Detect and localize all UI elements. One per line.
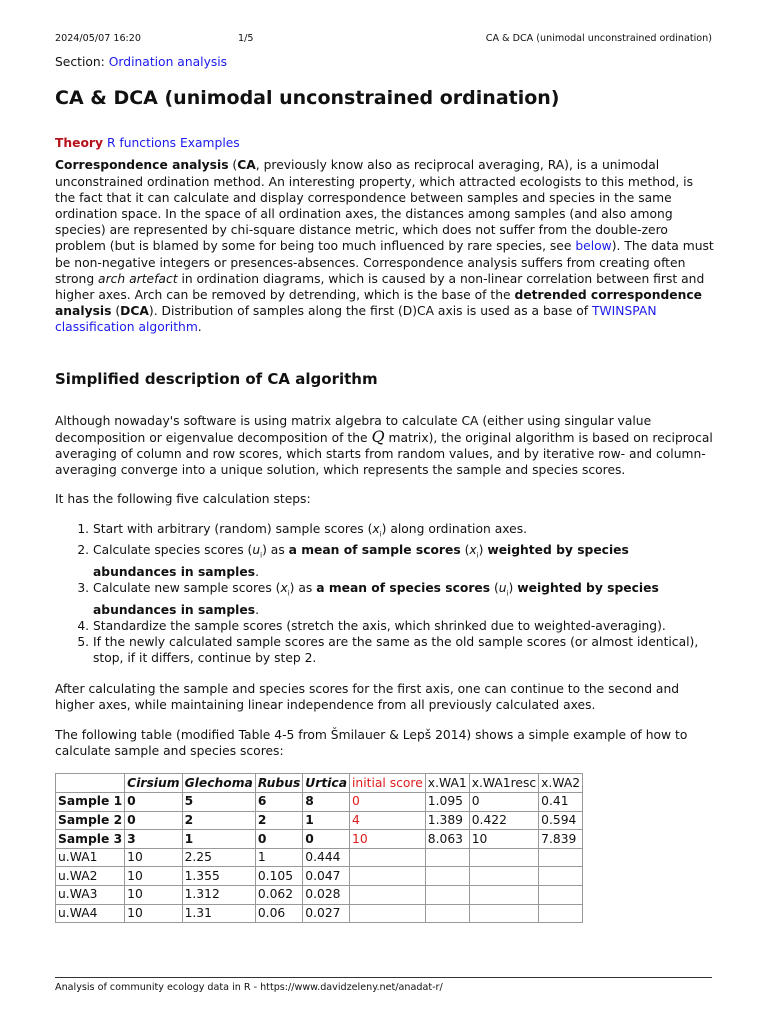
page-number: 1/5 <box>238 33 254 44</box>
text-segment: ). The data must be non-negative integers or presences-absences. Correspondence analysis suffers from creating often strong <box>55 239 714 286</box>
text-segment: u <box>498 581 507 596</box>
table-cell: 0.594 <box>539 811 583 830</box>
text-segment: If the newly calculated sample scores are the same as the old sample scores (or almost identical), stop, if it differs, continue by step 2. <box>93 635 699 666</box>
table-cell: 1.312 <box>182 886 255 905</box>
table-cell: 0.027 <box>303 904 350 923</box>
table-cell <box>539 848 583 867</box>
column-header: Cirsium <box>125 774 182 793</box>
text-segment: u <box>252 543 261 558</box>
table-cell: 0.06 <box>255 904 302 923</box>
step-item <box>93 521 715 543</box>
text-segment: The following table (modified Table 4-5 from Šmilauer & Lepš 2014) shows a simple example of how to calculate sample and species scores: <box>55 728 688 759</box>
row-header: Sample 3 <box>56 830 125 849</box>
table-cell: 0 <box>469 793 538 812</box>
text-segment: ) as <box>289 581 317 596</box>
text-segment: i <box>506 589 509 598</box>
text-segment: weighted by species abundances in samples <box>93 581 659 617</box>
page-title: CA & DCA (unimodal unconstrained ordination) <box>55 87 560 110</box>
text-segment: ( <box>490 581 499 596</box>
steps-intro <box>55 491 715 507</box>
table-cell: 1 <box>182 830 255 849</box>
print-footer: Analysis of community ecology data in R - https://www.davidzeleny.net/anadat-r/ <box>55 977 712 996</box>
text-segment: i <box>379 530 382 539</box>
row-header: u.WA3 <box>56 886 125 905</box>
table-row <box>56 830 583 849</box>
table-cell: 8.063 <box>425 830 469 849</box>
section-heading: Simplified description of CA algorithm <box>55 369 378 388</box>
text-segment: matrix), the original algorithm is based on reciprocal averaging of column and row scores, which starts from random values, and by iterative row- and column-averaging converge into a unique solution, which represents the sample and species scores. <box>55 430 713 478</box>
row-header: Sample 1 <box>56 793 125 812</box>
table-cell <box>469 886 538 905</box>
table-cell: 0.105 <box>255 867 302 886</box>
text-segment: x <box>372 521 380 536</box>
table-cell: 2 <box>255 811 302 830</box>
text-segment: ) along ordination axes. <box>381 521 528 536</box>
table-cell: 7.839 <box>539 830 583 849</box>
table-cell: 1.355 <box>182 867 255 886</box>
table-cell <box>350 848 426 867</box>
table-cell <box>425 867 469 886</box>
table-cell: 10 <box>125 904 182 923</box>
table-cell: 10 <box>350 830 426 849</box>
algorithm-paragraph <box>55 413 715 479</box>
document-title: CA & DCA (unimodal unconstrained ordination) <box>485 33 712 44</box>
table-cell: 2.25 <box>182 848 255 867</box>
step-item <box>93 580 715 618</box>
tab-theory[interactable]: Theory <box>55 136 104 151</box>
table-cell: 3 <box>125 830 182 849</box>
table-cell: 0.028 <box>303 886 350 905</box>
column-header <box>56 774 125 793</box>
table-cell: 1.095 <box>425 793 469 812</box>
breadcrumb <box>55 54 715 70</box>
table-cell <box>350 867 426 886</box>
table-intro-paragraph <box>55 727 715 759</box>
text-segment: detrended correspondence analysis <box>55 288 702 319</box>
text-segment: , previously know also as reciprocal averaging, RA), is a unimodal unconstrained ordination method. An interesting property, which attracted ecologists to this method, is the fact that it can calculate and display correspondence between samples and species in the same ordination space. In the space of all ordination axes, the distances among samples (and also among species) are represented by chi-square distance metric, which does not suffer from the double-zero problem (but is blamed by some for being too much influenced by rare species, see <box>55 158 693 254</box>
table-row <box>56 811 583 830</box>
table-cell <box>350 904 426 923</box>
text-segment: ) <box>508 581 518 596</box>
table-row <box>56 867 583 886</box>
text-segment: a mean of species scores <box>316 581 491 596</box>
table-row <box>56 904 583 923</box>
step-item <box>93 634 715 666</box>
table-cell <box>350 886 426 905</box>
table-cell: 1 <box>303 811 350 830</box>
table-cell <box>469 904 538 923</box>
table-cell <box>425 886 469 905</box>
column-header: initial score <box>350 774 426 793</box>
tabs <box>55 135 715 151</box>
table-cell <box>539 867 583 886</box>
table-cell: 1.389 <box>425 811 469 830</box>
row-header: Sample 2 <box>56 811 125 830</box>
table-cell: 0 <box>255 830 302 849</box>
steps-list <box>55 521 715 667</box>
text-segment: Calculate species scores ( <box>93 543 253 558</box>
table-cell: 1.31 <box>182 904 255 923</box>
table-cell <box>539 904 583 923</box>
step-item <box>93 542 715 580</box>
table-row <box>56 793 583 812</box>
text-segment: DCA <box>120 304 149 319</box>
step-item <box>93 618 715 634</box>
text-segment: ) as <box>262 543 289 558</box>
text-segment: ( <box>111 304 121 319</box>
column-header: x.WA1resc <box>469 774 538 793</box>
table-cell <box>425 904 469 923</box>
higher-axes-paragraph <box>55 681 715 713</box>
text-segment: . <box>197 320 202 335</box>
table-cell: 0 <box>125 793 182 812</box>
section-label: Section: <box>55 55 109 69</box>
inline-link[interactable]: TWINSPAN classification algorithm <box>55 304 657 335</box>
table-cell: 0 <box>303 830 350 849</box>
table-cell: 8 <box>303 793 350 812</box>
text-segment: i <box>476 551 479 560</box>
column-header: Glechoma <box>182 774 255 793</box>
inline-link[interactable]: below <box>575 239 612 254</box>
row-header: u.WA2 <box>56 867 125 886</box>
table-cell: 10 <box>125 886 182 905</box>
section-link[interactable]: Ordination analysis <box>108 55 228 69</box>
table-cell: 0.422 <box>469 811 538 830</box>
column-header: Rubus <box>255 774 302 793</box>
text-segment: ) <box>478 543 488 558</box>
table-cell: 10 <box>125 848 182 867</box>
text-segment: Start with arbitrary (random) sample scores ( <box>93 521 373 536</box>
text-segment: After calculating the sample and species scores for the first axis, one can continue to the second and higher axes, while maintaining linear independence from all previously calculated axes. <box>55 681 680 712</box>
table-header-row <box>56 774 583 793</box>
table-cell: 0 <box>350 793 426 812</box>
print-header <box>55 31 712 47</box>
table-cell: 0 <box>125 811 182 830</box>
table-cell: 10 <box>125 867 182 886</box>
table-row <box>56 848 583 867</box>
table-cell <box>539 886 583 905</box>
text-segment: x <box>280 581 288 596</box>
tab-examples[interactable]: Examples <box>179 136 240 151</box>
text-segment: a mean of sample scores <box>288 543 461 558</box>
table-cell: 10 <box>469 830 538 849</box>
table-cell: 0.047 <box>303 867 350 886</box>
text-segment: Standardize the sample scores (stretch the axis, which shrinked due to weighted-averaging). <box>93 619 666 634</box>
row-header: u.WA1 <box>56 848 125 867</box>
text-segment: It has the following five calculation steps: <box>55 492 311 507</box>
table-cell: 5 <box>182 793 255 812</box>
text-segment: i <box>287 589 290 598</box>
text-segment: . <box>255 602 259 617</box>
text-segment: in ordination diagrams, which is caused by a non-linear correlation between first and higher axes. Arch can be removed by detrending, which is the base of the <box>55 271 705 303</box>
column-header: Urtica <box>303 774 350 793</box>
text-segment: i <box>260 551 263 560</box>
text-segment: ( <box>460 543 470 558</box>
table-row <box>56 886 583 905</box>
table-cell <box>469 867 538 886</box>
column-header: x.WA1 <box>425 774 469 793</box>
text-segment: ). Distribution of samples along the first (D)CA axis is used as a base of <box>148 304 592 319</box>
text-segment: x <box>469 543 477 558</box>
text-segment: Correspondence analysis <box>55 158 229 173</box>
text-segment: ( <box>228 158 238 173</box>
table-cell <box>425 848 469 867</box>
table-cell: 0.062 <box>255 886 302 905</box>
row-header: u.WA4 <box>56 904 125 923</box>
table-cell: 2 <box>182 811 255 830</box>
text-segment: Although nowaday's software is using matrix algebra to calculate CA (either using singular value decomposition or eigenvalue decomposition of the <box>55 413 652 445</box>
table-cell: 0.41 <box>539 793 583 812</box>
table-cell: 6 <box>255 793 302 812</box>
text-segment: weighted by species abundances in samples <box>93 543 629 579</box>
tab-r-functions[interactable]: R functions <box>106 136 177 151</box>
scores-table <box>55 773 583 923</box>
text-segment: arch artefact <box>98 271 178 286</box>
table-cell: 0.444 <box>303 848 350 867</box>
text-segment: Calculate new sample scores ( <box>93 581 281 596</box>
text-segment: . <box>255 564 259 579</box>
print-datetime: 2024/05/07 16:20 <box>55 33 141 44</box>
table-cell: 1 <box>255 848 302 867</box>
intro-paragraph <box>55 157 715 335</box>
table-cell: 4 <box>350 811 426 830</box>
text-segment: CA <box>237 158 256 173</box>
math-symbol: Q <box>371 426 385 446</box>
column-header: x.WA2 <box>539 774 583 793</box>
table-cell <box>469 848 538 867</box>
